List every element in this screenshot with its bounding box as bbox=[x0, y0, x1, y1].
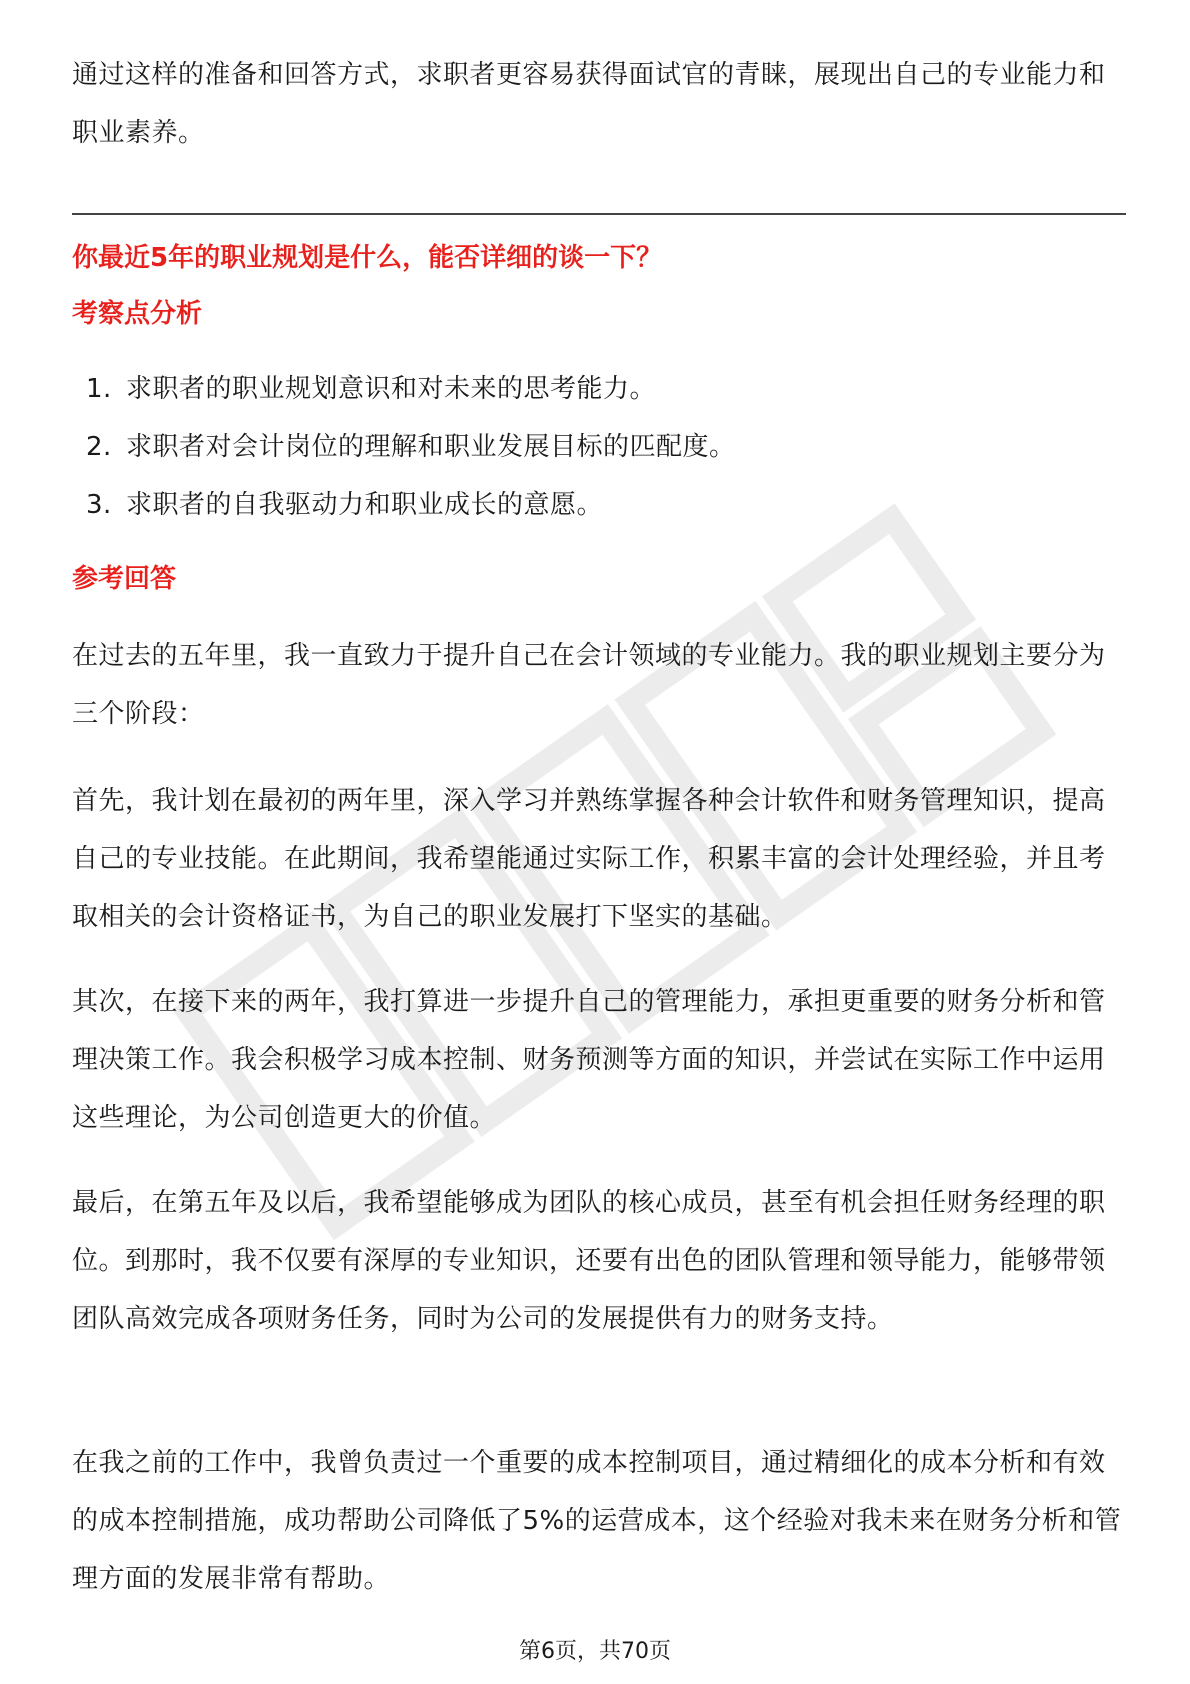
answer-paragraph: 最后，在第五年及以后，我希望能够成为团队的核心成员，甚至有机会担任财务经理的职位。到那时，我不仅要有深厚的专业知识，还要有出色的团队管理和领导能力，能够带领团队高效完成各项财务任务，同时为公司的发展提供有力的财务支持。 bbox=[72, 1188, 1106, 1334]
intro-paragraph: 通过这样的准备和回答方式，求职者更容易获得面试官的青睐，展现出自己的专业能力和职业素养。 bbox=[72, 60, 1106, 148]
analysis-point bbox=[72, 418, 736, 476]
answer-heading: 参考回答 bbox=[72, 564, 177, 594]
analysis-point-number: 1. bbox=[86, 374, 112, 404]
section-divider bbox=[72, 213, 1126, 215]
analysis-heading: 考察点分析 bbox=[72, 299, 203, 329]
analysis-point bbox=[72, 476, 736, 534]
analysis-point bbox=[72, 360, 736, 418]
analysis-point-text: 求职者对会计岗位的理解和职业发展目标的匹配度。 bbox=[126, 432, 736, 462]
analysis-point-text: 求职者的自我驱动力和职业成长的意愿。 bbox=[126, 490, 604, 520]
analysis-point-number: 2. bbox=[86, 432, 112, 462]
interview-question: 你最近5年的职业规划是什么，能否详细的谈一下？ bbox=[72, 243, 663, 273]
analysis-point-text: 求职者的职业规划意识和对未来的思考能力。 bbox=[126, 374, 657, 404]
page-footer: 第6页，共70页 bbox=[519, 1639, 671, 1664]
analysis-point-number: 3. bbox=[86, 490, 112, 520]
answer-paragraph: 在我之前的工作中，我曾负责过一个重要的成本控制项目，通过精细化的成本分析和有效的成本控制措施，成功帮助公司降低了5%的运营成本，这个经验对我未来在财务分析和管理方面的发展非常有帮助。 bbox=[72, 1448, 1122, 1594]
answer-paragraph: 首先，我计划在最初的两年里，深入学习并熟练掌握各种会计软件和财务管理知识，提高自己的专业技能。在此期间，我希望能通过实际工作，积累丰富的会计处理经验，并且考取相关的会计资格证书，为自己的职业发展打下坚实的基础。 bbox=[72, 786, 1106, 932]
answer-paragraph: 其次，在接下来的两年，我打算进一步提升自己的管理能力，承担更重要的财务分析和管理决策工作。我会积极学习成本控制、财务预测等方面的知识，并尝试在实际工作中运用这些理论，为公司创造更大的价值。 bbox=[72, 987, 1106, 1133]
analysis-points-list bbox=[72, 360, 736, 534]
answer-paragraph: 在过去的五年里，我一直致力于提升自己在会计领域的专业能力。我的职业规划主要分为三个阶段： bbox=[72, 641, 1106, 729]
